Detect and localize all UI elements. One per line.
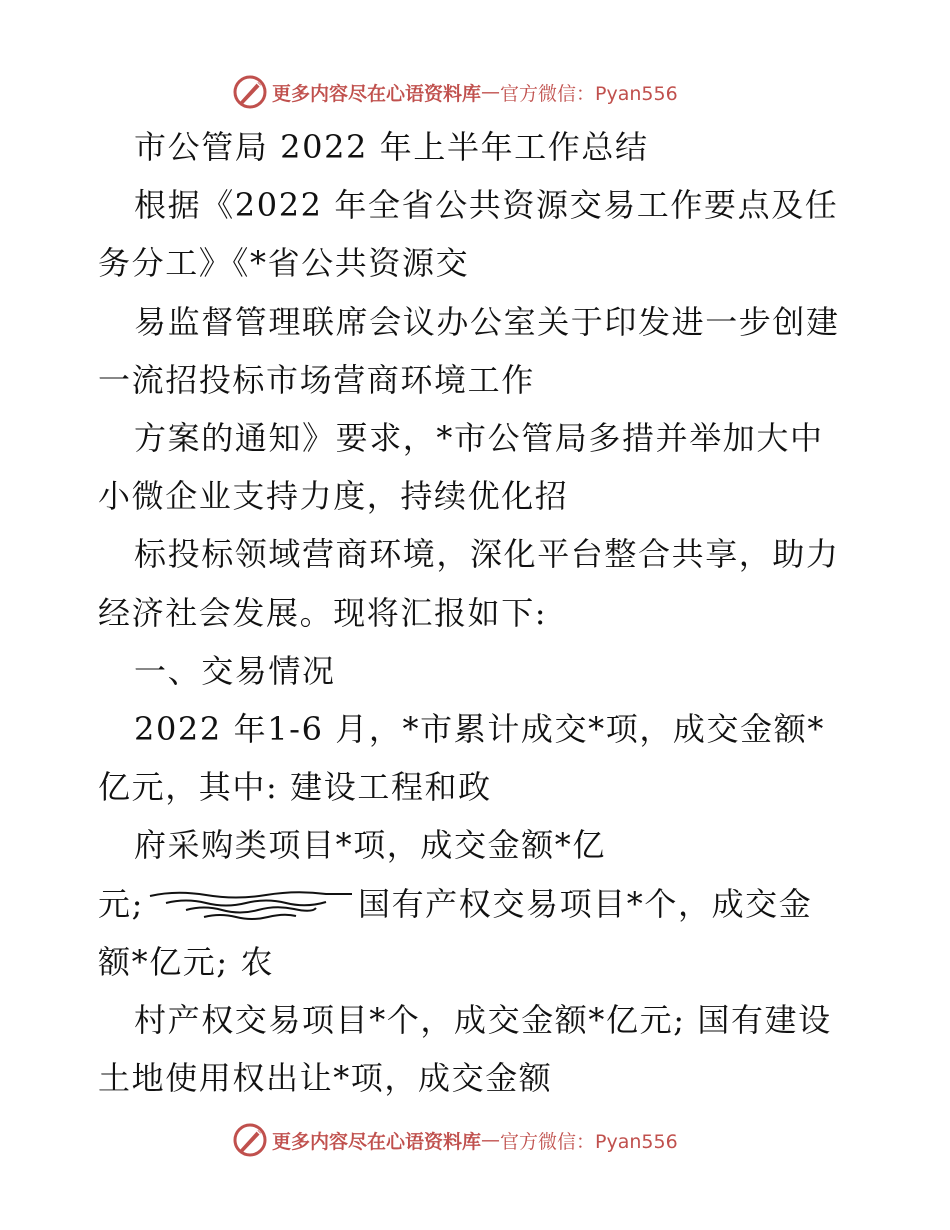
- document-body: [98, 118, 858, 1107]
- watermark-wechat: 官方微信：Pyan556: [500, 82, 678, 105]
- wavy-lines-icon: [146, 886, 356, 926]
- doc-line: 额*亿元; 农: [98, 942, 275, 981]
- quill-logo-icon: [232, 1122, 268, 1158]
- document-text: [98, 118, 858, 1107]
- footer-watermark: [232, 1120, 678, 1160]
- watermark-wechat: 官方微信：Pyan556: [500, 1130, 678, 1153]
- watermark-dash: —: [481, 81, 501, 103]
- doc-line: 务分工》《*省公共资源交: [98, 244, 470, 283]
- doc-line: 土地使用权出让*项，成交金额: [98, 1059, 553, 1098]
- watermark-text: 更多内容尽在心语资料库: [272, 82, 482, 105]
- doc-line: 标投标领域营商环境，深化平台整合共享，助力: [134, 535, 840, 574]
- header-watermark: [232, 72, 678, 112]
- squiggle-after: 国有产权交易项目*个，成交金: [357, 884, 813, 923]
- squiggle-before: 元;: [98, 884, 144, 923]
- section-heading: 一、交易情况: [134, 651, 336, 690]
- doc-line: 根据《2022 年全省公共资源交易工作要点及任: [134, 186, 839, 225]
- quill-logo-icon: [232, 74, 268, 110]
- doc-line: 方案的通知》要求，*市公管局多措并举加大中: [134, 419, 824, 458]
- doc-line: 小微企业支持力度，持续优化招: [98, 477, 569, 516]
- doc-line-with-squiggle: [98, 875, 858, 933]
- doc-line: 易监督管理联席会议办公室关于印发进一步创建: [134, 302, 840, 341]
- doc-line: 府采购类项目*项，成交金额*亿: [134, 826, 607, 865]
- doc-line: 2022 年1-6 月，*市累计成交*项，成交金额*: [134, 710, 825, 749]
- doc-title: 市公管局 2022 年上半年工作总结: [134, 128, 649, 166]
- doc-line: 亿元，其中: 建设工程和政: [98, 768, 492, 807]
- doc-line: 村产权交易项目*个，成交金额*亿元; 国有建设: [134, 1001, 832, 1040]
- doc-line: 一流招投标市场营商环境工作: [98, 360, 535, 399]
- watermark-text: 更多内容尽在心语资料库: [272, 1130, 482, 1153]
- doc-line: 经济社会发展。现将汇报如下:: [98, 593, 548, 632]
- watermark-dash: —: [481, 1129, 501, 1151]
